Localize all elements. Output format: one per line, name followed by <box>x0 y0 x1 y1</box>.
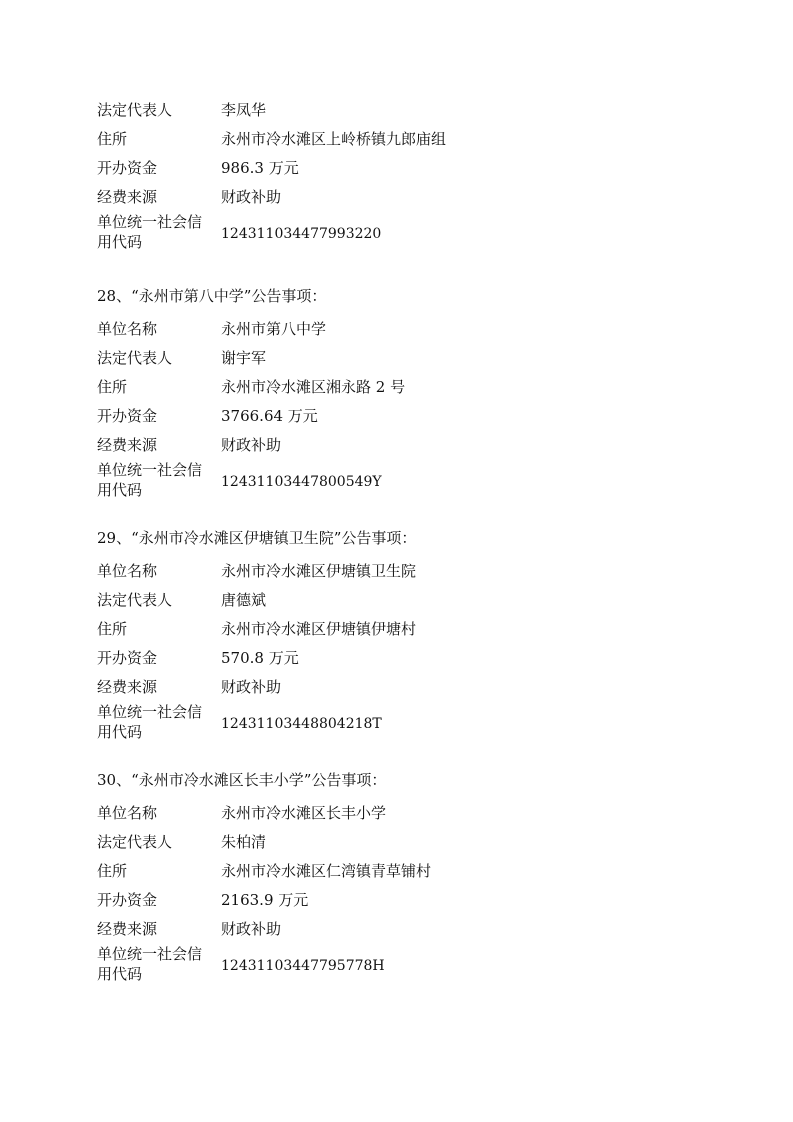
field-label: 住所 <box>97 620 128 638</box>
entry-heading: 30、“永州市冷水滩区长丰小学”公告事项： <box>97 771 387 789</box>
field-value: 永州市冷水滩区上岭桥镇九郎庙组 <box>221 130 447 148</box>
field-value: 永州市第八中学 <box>221 320 327 338</box>
field-value: 12431103447800549Y <box>221 474 382 490</box>
field-credit-code <box>97 460 717 504</box>
field-label: 住所 <box>97 862 128 880</box>
field-capital <box>97 402 717 431</box>
field-label: 开办资金 <box>97 159 158 177</box>
entry-heading: 29、“永州市冷水滩区伊塘镇卫生院”公告事项： <box>97 529 417 547</box>
field-label: 单位统一社会信用代码 <box>97 703 203 741</box>
field-credit-code <box>97 944 717 988</box>
field-label: 住所 <box>97 130 128 148</box>
field-value: 财政补助 <box>221 678 282 696</box>
field-legal-rep <box>97 344 717 373</box>
field-unit-name <box>97 315 717 344</box>
field-address <box>97 857 717 886</box>
field-funding <box>97 183 717 212</box>
field-capital <box>97 886 717 915</box>
field-legal-rep <box>97 96 717 125</box>
field-funding <box>97 915 717 944</box>
field-label: 法定代表人 <box>97 833 173 851</box>
field-address <box>97 615 717 644</box>
field-value: 124311034477993220 <box>221 226 382 242</box>
field-funding <box>97 673 717 702</box>
field-value: 唐德斌 <box>221 591 267 609</box>
field-credit-code <box>97 702 717 746</box>
field-label: 经费来源 <box>97 920 158 938</box>
field-legal-rep <box>97 586 717 615</box>
field-label: 经费来源 <box>97 436 158 454</box>
field-label: 开办资金 <box>97 891 158 909</box>
field-label: 住所 <box>97 378 128 396</box>
field-capital <box>97 154 717 183</box>
field-capital <box>97 644 717 673</box>
field-value: 永州市冷水滩区湘永路 2 号 <box>221 378 406 396</box>
field-value: 朱柏清 <box>221 833 267 851</box>
field-label: 经费来源 <box>97 678 158 696</box>
field-label: 开办资金 <box>97 649 158 667</box>
field-value: 财政补助 <box>221 920 282 938</box>
field-credit-code <box>97 212 717 256</box>
field-label: 单位统一社会信用代码 <box>97 945 203 983</box>
field-value: 570.8 万元 <box>221 649 299 667</box>
entry-heading: 28、“永州市第八中学”公告事项： <box>97 287 327 305</box>
field-label: 单位名称 <box>97 320 158 338</box>
field-value: 李凤华 <box>221 101 267 119</box>
field-value: 3766.64 万元 <box>221 407 318 425</box>
field-address <box>97 373 717 402</box>
field-value: 财政补助 <box>221 188 282 206</box>
field-value: 12431103447795778H <box>221 958 385 974</box>
field-value: 永州市冷水滩区仁湾镇青草铺村 <box>221 862 432 880</box>
field-legal-rep <box>97 828 717 857</box>
field-value: 永州市冷水滩区伊塘镇伊塘村 <box>221 620 417 638</box>
field-value: 12431103448804218T <box>221 716 382 732</box>
field-label: 单位名称 <box>97 804 158 822</box>
field-label: 法定代表人 <box>97 101 173 119</box>
field-label: 单位统一社会信用代码 <box>97 213 203 251</box>
entry-continued <box>97 96 717 256</box>
announcement-entry <box>97 770 717 988</box>
field-funding <box>97 431 717 460</box>
field-value: 永州市冷水滩区长丰小学 <box>221 804 387 822</box>
field-value: 986.3 万元 <box>221 159 299 177</box>
field-address <box>97 125 717 154</box>
field-unit-name <box>97 799 717 828</box>
field-value: 谢宇军 <box>221 349 267 367</box>
field-value: 财政补助 <box>221 436 282 454</box>
field-label: 法定代表人 <box>97 591 173 609</box>
field-label: 法定代表人 <box>97 349 173 367</box>
announcement-entry <box>97 528 717 746</box>
field-label: 经费来源 <box>97 188 158 206</box>
field-label: 单位统一社会信用代码 <box>97 461 203 499</box>
field-label: 开办资金 <box>97 407 158 425</box>
field-unit-name <box>97 557 717 586</box>
field-label: 单位名称 <box>97 562 158 580</box>
field-value: 永州市冷水滩区伊塘镇卫生院 <box>221 562 417 580</box>
announcement-entry <box>97 286 717 504</box>
field-value: 2163.9 万元 <box>221 891 309 909</box>
